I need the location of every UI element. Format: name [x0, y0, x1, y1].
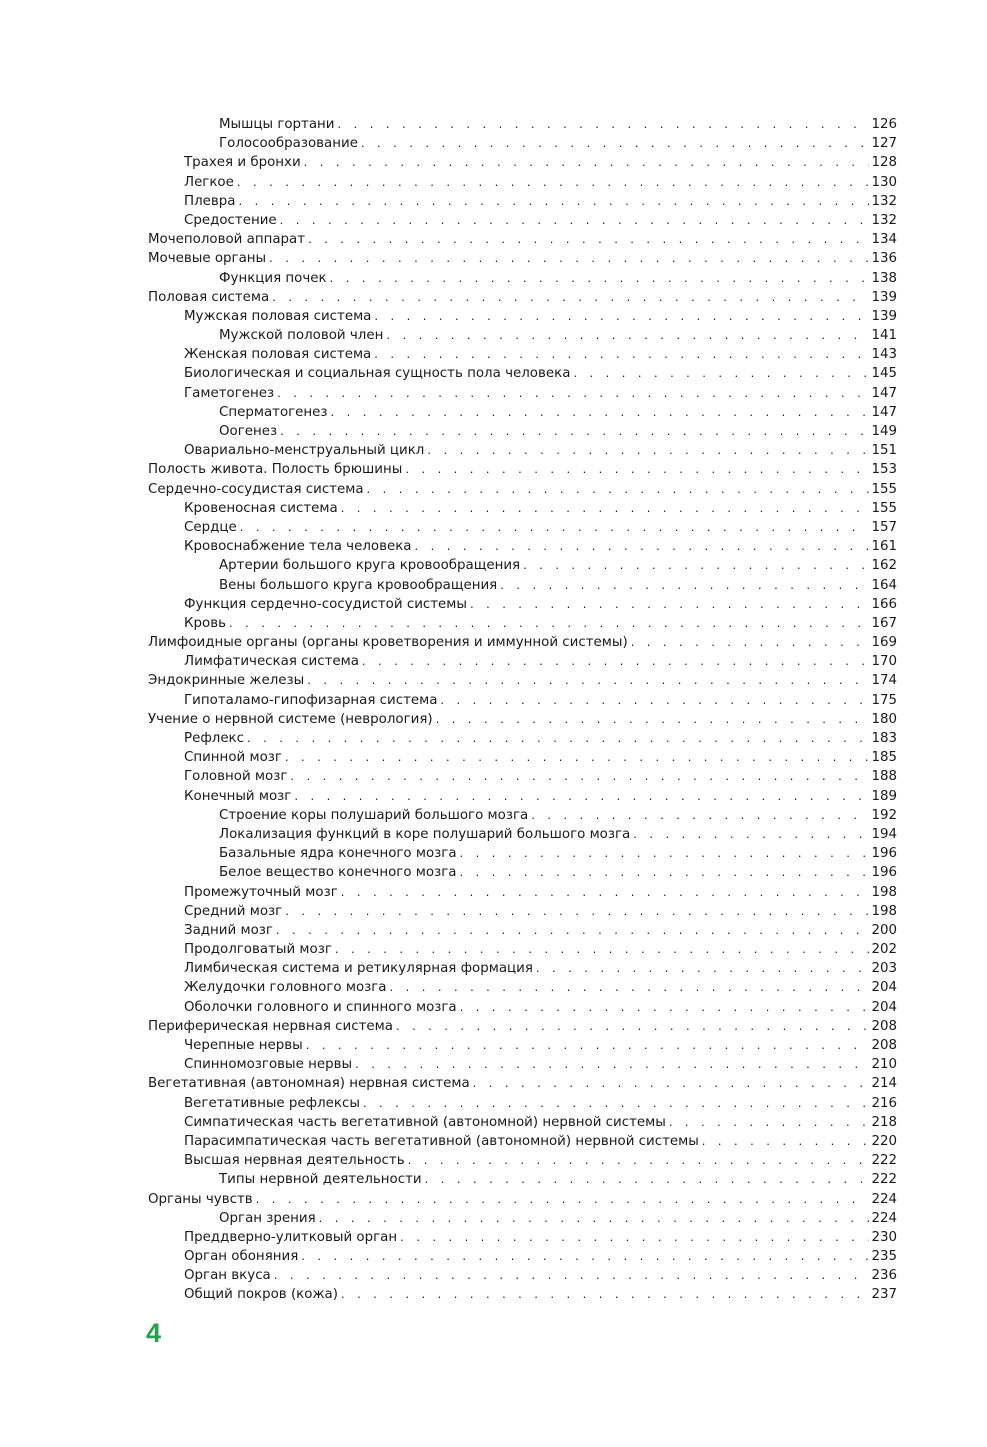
toc-entry-title: Гипоталамо-гипофизарная система [184, 692, 438, 708]
toc-entry-title: Оогенез [219, 424, 278, 439]
toc-entry-title: Симпатическая часть вегетативной (автономной) нервной системы [184, 1114, 666, 1130]
toc-entry-title: Мочеполовой аппарат [148, 232, 306, 248]
dot-leader [702, 1132, 870, 1151]
toc-entry-title: Оболочки головного и спинного мозга [184, 999, 457, 1015]
toc-entry-page: 188 [871, 769, 897, 785]
toc-entry-page: 220 [871, 1133, 897, 1149]
toc-entry-title: Сердечно-сосудистая система [148, 481, 364, 497]
toc-entry-title: Продолговатый мозг [184, 942, 332, 958]
toc-entry[interactable] [148, 978, 897, 997]
toc-entry-page: 175 [871, 692, 897, 708]
toc-entry[interactable] [148, 480, 897, 499]
dot-leader [280, 422, 869, 441]
dot-leader [669, 1113, 870, 1132]
toc-entry[interactable] [148, 1017, 897, 1036]
dot-leader [367, 480, 870, 499]
dot-leader [335, 940, 870, 959]
dot-leader [361, 134, 870, 153]
dot-leader [440, 691, 869, 710]
toc-entry-title: Высшая нервная деятельность [184, 1153, 405, 1169]
toc-entry-title: Сердце [184, 519, 237, 535]
toc-entry-page: 237 [871, 1287, 897, 1303]
toc-entry[interactable] [148, 806, 897, 825]
toc-entry[interactable] [148, 902, 897, 921]
toc-entry-page: 174 [871, 673, 897, 689]
toc-entry-page: 143 [871, 347, 897, 363]
toc-entry-title: Легкое [184, 174, 234, 190]
toc-entry-page: 141 [871, 328, 897, 344]
toc-entry[interactable] [148, 652, 897, 671]
toc-entry[interactable] [148, 691, 897, 710]
toc-entry-title: Кровь [184, 615, 226, 631]
table-of-contents [148, 115, 897, 1305]
toc-entry[interactable] [148, 710, 897, 729]
toc-entry-page: 236 [871, 1268, 897, 1284]
toc-entry-page: 222 [871, 1172, 897, 1188]
page-number: 4 [146, 1318, 162, 1348]
toc-entry[interactable] [148, 729, 897, 748]
toc-entry-title: Вегетативные рефлексы [184, 1095, 360, 1111]
toc-entry[interactable] [148, 288, 897, 307]
dot-leader [304, 153, 870, 172]
dot-leader [390, 978, 870, 997]
toc-entry-title: Базальные ядра конечного мозга [219, 846, 457, 862]
toc-entry-title: Лимфатическая система [184, 654, 359, 670]
dot-leader [331, 403, 870, 422]
toc-entry-title: Кровоснабжение тела человека [184, 539, 412, 555]
toc-entry-page: 167 [871, 615, 897, 631]
toc-entry-page: 136 [871, 251, 897, 267]
toc-entry-title: Женская половая система [184, 347, 372, 363]
toc-entry-page: 132 [871, 193, 897, 209]
toc-entry-page: 161 [871, 539, 897, 555]
toc-entry-page: 162 [871, 558, 897, 574]
dot-leader [285, 902, 869, 921]
toc-entry[interactable] [148, 633, 897, 652]
toc-entry-page: 126 [871, 117, 897, 132]
toc-entry[interactable] [148, 1113, 897, 1132]
dot-leader [269, 249, 869, 268]
toc-entry-page: 153 [871, 462, 897, 478]
toc-entry-title: Орган обоняния [184, 1249, 299, 1265]
toc-entry-page: 192 [871, 807, 897, 823]
toc-entry-page: 210 [871, 1057, 897, 1073]
toc-entry-title: Вегетативная (автономная) нервная система [148, 1076, 470, 1092]
toc-entry[interactable] [148, 1151, 897, 1170]
toc-entry-title: Орган зрения [219, 1210, 316, 1226]
toc-entry-title: Средостение [184, 212, 277, 228]
dot-leader [408, 1151, 870, 1170]
toc-entry[interactable] [148, 211, 897, 230]
dot-leader [290, 767, 869, 786]
toc-entry-title: Сперматогенез [219, 404, 328, 420]
toc-entry[interactable] [148, 230, 897, 249]
toc-entry-page: 208 [871, 1038, 897, 1053]
toc-entry[interactable] [148, 883, 897, 902]
toc-entry[interactable] [148, 576, 897, 595]
toc-entry-title: Средний мозг [184, 903, 283, 919]
toc-entry-page: 204 [871, 980, 897, 996]
toc-entry-page: 127 [871, 136, 897, 152]
toc-entry[interactable] [148, 460, 897, 479]
toc-entry-title: Рефлекс [184, 731, 245, 746]
toc-entry-page: 194 [871, 826, 897, 842]
toc-entry-page: 218 [871, 1114, 897, 1130]
toc-entry-page: 157 [871, 519, 897, 535]
toc-entry[interactable] [148, 614, 897, 633]
toc-entry-title: Гаметогенез [184, 385, 275, 401]
toc-entry-title: Лимбическая система и ретикулярная формация [184, 961, 533, 977]
dot-leader [374, 345, 869, 364]
toc-entry-page: 170 [871, 654, 897, 670]
toc-entry-page: 208 [871, 1018, 897, 1034]
toc-entry-title: Функция сердечно-сосудистой системы [184, 596, 467, 612]
toc-entry[interactable] [148, 959, 897, 978]
toc-entry-page: 139 [871, 308, 897, 324]
toc-entry-title: Локализация функций в коре полушарий большого мозга [219, 826, 631, 842]
toc-entry-page: 224 [871, 1191, 897, 1207]
toc-entry-page: 189 [871, 788, 897, 804]
toc-entry-page: 204 [871, 999, 897, 1015]
toc-entry[interactable] [148, 767, 897, 786]
toc-entry-page: 216 [871, 1095, 897, 1111]
toc-entry[interactable] [148, 748, 897, 767]
toc-entry[interactable] [148, 345, 897, 364]
toc-entry-page: 155 [871, 500, 897, 516]
toc-entry[interactable] [148, 998, 897, 1017]
toc-entry-title: Белое вещество конечного мозга [219, 865, 457, 881]
toc-entry-title: Общий покров (кожа) [184, 1287, 338, 1303]
dot-leader [523, 556, 869, 575]
toc-entry[interactable] [148, 326, 897, 345]
dot-leader [500, 576, 869, 595]
toc-entry[interactable] [148, 441, 897, 460]
dot-leader [473, 1074, 870, 1093]
dot-leader [436, 710, 870, 729]
dot-leader [307, 671, 869, 690]
dot-leader [631, 633, 870, 652]
dot-leader [341, 1285, 869, 1304]
dot-leader [276, 921, 870, 940]
dot-leader [294, 787, 869, 806]
toc-entry-title: Парасимпатическая часть вегетативной (автономной) нервной системы [184, 1133, 699, 1149]
toc-entry[interactable] [148, 671, 897, 690]
toc-entry-title: Полость живота. Полость брюшины [148, 462, 403, 478]
dot-leader [240, 518, 870, 537]
dot-leader [460, 844, 870, 863]
toc-entry[interactable] [148, 1094, 897, 1113]
toc-entry-title: Периферическая нервная система [148, 1018, 393, 1034]
dot-leader [229, 614, 869, 633]
toc-entry-title: Трахея и бронхи [184, 155, 301, 171]
toc-entry-title: Эндокринные железы [148, 673, 305, 689]
toc-entry[interactable] [148, 384, 897, 403]
toc-entry-page: 200 [871, 922, 897, 938]
toc-entry-title: Спинной мозг [184, 750, 282, 766]
toc-entry[interactable] [148, 249, 897, 268]
toc-entry[interactable] [148, 556, 897, 575]
toc-entry-page: 147 [871, 404, 897, 420]
dot-leader [531, 806, 869, 825]
toc-entry-page: 134 [871, 232, 897, 248]
toc-entry-title: Спинномозговые нервы [184, 1057, 353, 1073]
toc-entry-title: Преддверно-улитковый орган [184, 1229, 398, 1245]
toc-entry-page: 149 [871, 424, 897, 439]
dot-leader [396, 1017, 869, 1036]
toc-entry-title: Овариально-менструальный цикл [184, 443, 425, 459]
dot-leader [330, 269, 870, 288]
dot-leader [405, 460, 869, 479]
toc-entry-title: Лимфоидные органы (органы кроветворения и иммунной системы) [148, 635, 628, 651]
toc-entry[interactable] [148, 825, 897, 844]
toc-entry-title: Орган вкуса [184, 1268, 271, 1284]
toc-entry-page: 198 [871, 884, 897, 900]
dot-leader [415, 537, 870, 556]
dot-leader [341, 499, 870, 518]
toc-entry[interactable] [148, 153, 897, 172]
dot-leader [386, 326, 869, 345]
toc-entry-page: 198 [871, 903, 897, 919]
toc-entry[interactable] [148, 1228, 897, 1247]
toc-entry-title: Конечный мозг [184, 788, 292, 804]
toc-entry-page: 166 [871, 596, 897, 612]
toc-entry[interactable] [148, 173, 897, 192]
dot-leader [285, 748, 870, 767]
dot-leader [536, 959, 870, 978]
toc-entry-page: 164 [871, 577, 897, 593]
toc-entry-page: 224 [871, 1210, 897, 1226]
toc-entry-page: 138 [871, 270, 897, 286]
toc-entry[interactable] [148, 1074, 897, 1093]
toc-entry[interactable] [148, 1209, 897, 1228]
dot-leader [306, 1036, 870, 1055]
toc-entry[interactable] [148, 518, 897, 537]
toc-entry-page: 196 [871, 846, 897, 862]
toc-entry-page: 203 [871, 961, 897, 977]
dot-leader [237, 173, 870, 192]
toc-entry-page: 196 [871, 865, 897, 881]
dot-leader [341, 883, 870, 902]
toc-entry[interactable] [148, 1055, 897, 1074]
dot-leader [573, 364, 869, 383]
toc-entry-title: Задний мозг [184, 922, 273, 938]
toc-entry-page: 235 [871, 1249, 897, 1265]
dot-leader [338, 115, 870, 134]
dot-leader [238, 192, 869, 211]
toc-entry[interactable] [148, 307, 897, 326]
dot-leader [374, 307, 869, 326]
toc-entry[interactable] [148, 499, 897, 518]
toc-entry[interactable] [148, 192, 897, 211]
toc-entry-title: Мужской половой член [219, 328, 384, 344]
toc-entry-page: 145 [871, 366, 897, 382]
dot-leader [256, 1190, 870, 1209]
dot-leader [280, 211, 870, 230]
toc-entry-title: Строение коры полушарий большого мозга [219, 807, 529, 823]
toc-entry-title: Мочевые органы [148, 251, 267, 267]
toc-entry[interactable] [148, 269, 897, 288]
toc-entry-page: 128 [871, 155, 897, 171]
toc-entry-title: Голосообразование [219, 136, 358, 152]
toc-entry-page: 147 [871, 385, 897, 401]
dot-leader [319, 1209, 870, 1228]
toc-entry-title: Плевра [184, 193, 236, 209]
dot-leader [247, 729, 869, 748]
toc-entry[interactable] [148, 863, 897, 882]
toc-entry[interactable] [148, 403, 897, 422]
toc-entry-title: Черепные нервы [184, 1038, 303, 1053]
toc-entry-title: Головной мозг [184, 769, 288, 785]
toc-entry[interactable] [148, 787, 897, 806]
toc-entry[interactable] [148, 134, 897, 153]
dot-leader [460, 998, 870, 1017]
dot-leader [363, 1094, 870, 1113]
toc-entry-page: 169 [871, 635, 897, 651]
toc-entry-page: 185 [871, 750, 897, 766]
dot-leader [425, 1170, 870, 1189]
toc-entry[interactable] [148, 1247, 897, 1266]
toc-entry[interactable] [148, 537, 897, 556]
toc-entry-page: 202 [871, 942, 897, 958]
toc-entry-page: 180 [871, 711, 897, 727]
dot-leader [277, 384, 869, 403]
toc-entry-page: 139 [871, 289, 897, 305]
toc-entry-page: 230 [871, 1229, 897, 1245]
toc-entry-page: 214 [871, 1076, 897, 1092]
toc-entry-title: Функция почек [219, 270, 327, 286]
dot-leader [400, 1228, 869, 1247]
toc-entry-title: Промежуточный мозг [184, 884, 338, 900]
dot-leader [633, 825, 869, 844]
toc-entry-title: Биологическая и социальная сущность пола человека [184, 366, 571, 382]
toc-entry-title: Вены большого круга кровообращения [219, 577, 498, 593]
toc-entry[interactable] [148, 1266, 897, 1285]
dot-leader [274, 1266, 870, 1285]
toc-entry-title: Желудочки головного мозга [184, 980, 387, 996]
dot-leader [301, 1247, 869, 1266]
toc-entry-page: 130 [871, 174, 897, 190]
toc-entry-title: Мышцы гортани [219, 117, 335, 132]
toc-entry-page: 132 [871, 212, 897, 228]
toc-entry-title: Мужская половая система [184, 308, 372, 324]
toc-entry[interactable] [148, 1170, 897, 1189]
toc-entry-title: Типы нервной деятельности [219, 1172, 422, 1188]
toc-entry[interactable] [148, 1285, 897, 1304]
dot-leader [362, 652, 870, 671]
toc-entry-title: Половая система [148, 289, 270, 305]
toc-entry[interactable] [148, 595, 897, 614]
toc-entry-title: Кровеносная система [184, 500, 338, 516]
toc-entry[interactable] [148, 1190, 897, 1209]
dot-leader [427, 441, 869, 460]
toc-entry[interactable] [148, 422, 897, 441]
toc-entry-title: Артерии большого круга кровообращения [219, 558, 521, 574]
toc-entry-title: Учение о нервной системе (неврология) [148, 711, 433, 727]
toc-entry-page: 183 [871, 731, 897, 746]
dot-leader [470, 595, 869, 614]
toc-entry[interactable] [148, 921, 897, 940]
toc-entry-page: 151 [871, 443, 897, 459]
toc-entry[interactable] [148, 1132, 897, 1151]
toc-entry-page: 222 [871, 1153, 897, 1169]
dot-leader [272, 288, 869, 307]
toc-entry[interactable] [148, 1036, 897, 1055]
toc-entry[interactable] [148, 115, 897, 134]
toc-entry[interactable] [148, 940, 897, 959]
toc-entry[interactable] [148, 844, 897, 863]
dot-leader [308, 230, 869, 249]
dot-leader [459, 863, 869, 882]
toc-entry-page: 155 [871, 481, 897, 497]
dot-leader [355, 1055, 869, 1074]
toc-entry-title: Органы чувств [148, 1191, 253, 1207]
toc-entry[interactable] [148, 364, 897, 383]
